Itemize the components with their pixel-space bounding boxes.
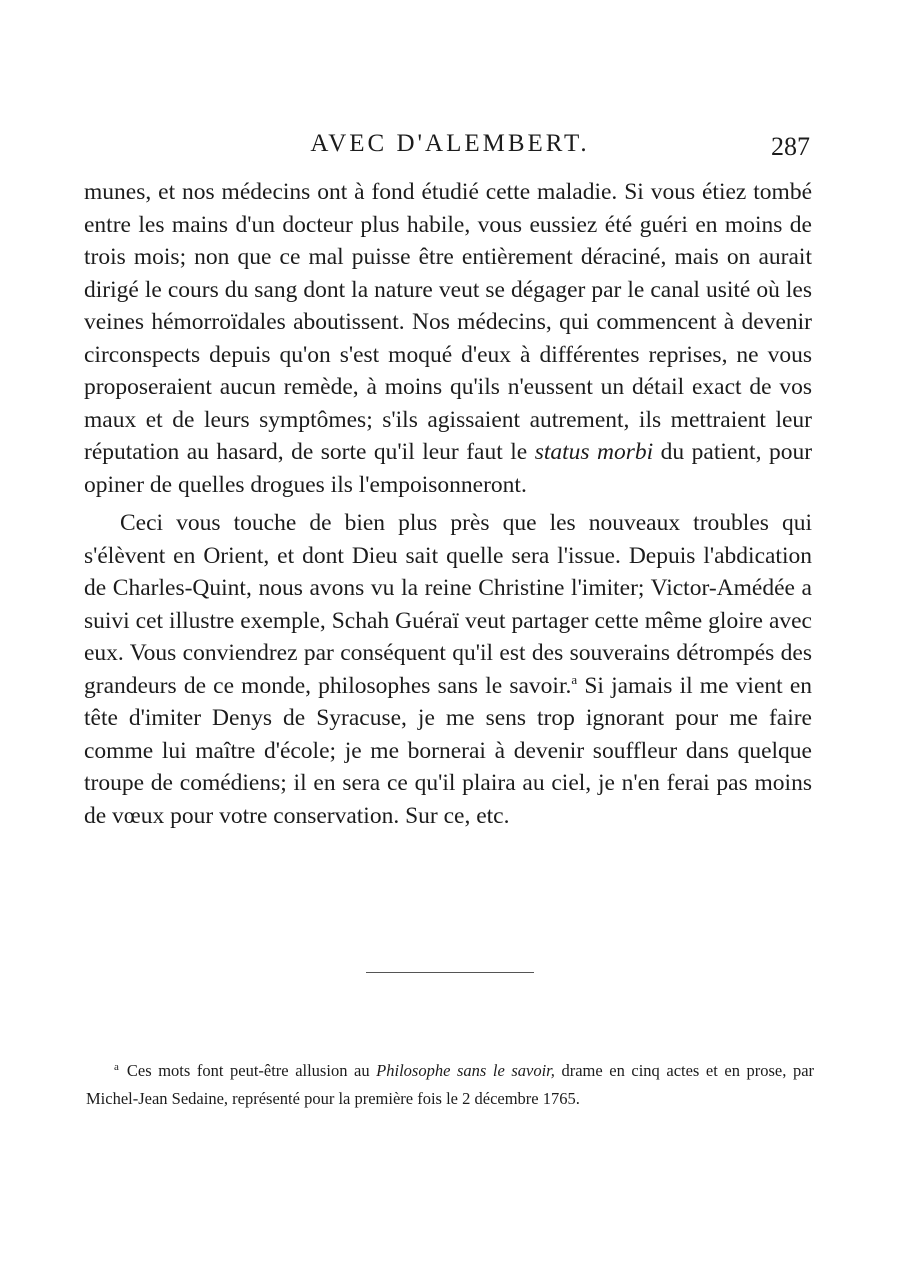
footnote-text-b: drame en cinq actes et en prose, par Michel-Jean Sedaine, représenté pour la première fois le 2 décembre 1765. [86,1061,815,1108]
page-number: 287 [771,132,810,161]
paragraph-2-text-b: Si jamais il me vient en tête d'imiter Denys de Syracuse, je me sens trop ignorant pour me faire comme lui maître d'école; je me bornerai à devenir souffleur dans quelque troupe de comédiens; il en sera ce qu'il plaira au ciel, je n'en ferai pas moins de vœux pour votre conservation. Sur ce, etc. [84,672,812,829]
paragraph-1-italic: status morbi [534,439,654,465]
running-head [0,130,900,164]
paragraph-1 [84,176,812,501]
paragraph-1-text-a: munes, et nos médecins ont à fond étudié cette maladie. Si vous étiez tombé entre les mains d'un docteur plus habile, vous eussiez été guéri en moins de trois mois; non que ce mal puisse être entièrement déraciné, mais on aurait dirigé le cours du sang dont la nature veut se dégager par le canal usité où les veines hémorroïdales aboutissent. Nos médecins, qui commencent à devenir circonspects depuis qu'on s'est moqué d'eux à différentes reprises, ne vous proposeraient aucun remède, à moins qu'ils n'eussent un détail exact de vos maux et de leurs symptômes; s'ils agissaient autrement, ils mettraient leur réputation au hasard, de sorte qu'il leur faut le [84,179,812,465]
footnote-italic: Philosophe sans le savoir, [376,1061,555,1080]
footnote-reference: a [571,671,578,687]
footnote-separator-rule [366,972,534,973]
running-title: AVEC D'ALEMBERT. [310,130,590,157]
paragraph-2-text-a: Ceci vous touche de bien plus près que les nouveaux troubles qui s'élèvent en Orient, et dont Dieu sait quelle sera l'issue. Depuis l'abdication de Charles-Quint, nous avons vu la reine Christine l'imiter; Victor-Amédée a suivi cet illustre exemple, Schah Guéraï veut partager cette même gloire avec eux. Vous conviendrez par conséquent qu'il est des souverains détrompés des grandeurs de ce monde, philosophes sans le savoir. [84,510,812,699]
paragraph-1-text-b: du patient, pour opiner de quelles drogues ils l'empoisonneront. [84,439,813,498]
footnotes [86,1057,814,1113]
footnote-marker: a [114,1060,119,1073]
footnote-text-a: Ces mots font peut-être allusion au [126,1061,370,1080]
paragraph-2 [84,507,812,832]
main-text [84,176,812,832]
footnote-a [86,1057,814,1113]
